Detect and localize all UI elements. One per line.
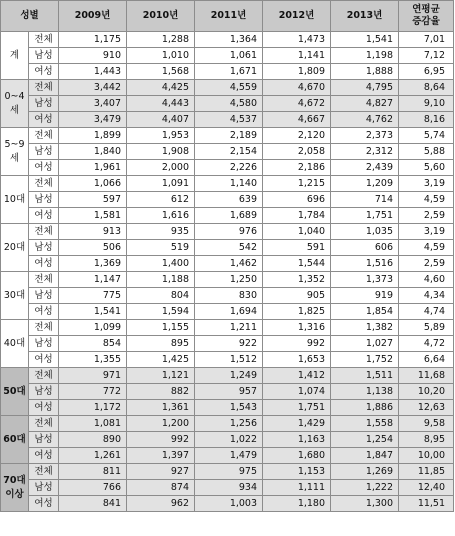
table-row: [1, 448, 454, 464]
growth-rate-cell: 4,59: [399, 240, 454, 256]
group-label: [1, 320, 29, 368]
group-label: [1, 416, 29, 464]
row-category: 남성: [29, 96, 59, 112]
value-cell: 1,138: [331, 384, 399, 400]
header-year-2010: 2010년: [127, 1, 195, 32]
value-cell: 1,680: [263, 448, 331, 464]
value-cell: 1,847: [331, 448, 399, 464]
growth-rate-cell: 10,20: [399, 384, 454, 400]
value-cell: 1,250: [195, 272, 263, 288]
value-cell: 766: [59, 480, 127, 496]
value-cell: 1,200: [127, 416, 195, 432]
growth-rate-cell: 5,89: [399, 320, 454, 336]
value-cell: 1,462: [195, 256, 263, 272]
value-cell: 2,226: [195, 160, 263, 176]
table-row: [1, 496, 454, 512]
group-label-text: 0~4: [4, 90, 25, 102]
row-category: 여성: [29, 64, 59, 80]
value-cell: 4,580: [195, 96, 263, 112]
value-cell: 4,407: [127, 112, 195, 128]
growth-rate-cell: 6,95: [399, 64, 454, 80]
value-cell: 882: [127, 384, 195, 400]
value-cell: 714: [331, 192, 399, 208]
table-row: [1, 128, 454, 144]
value-cell: 1,840: [59, 144, 127, 160]
growth-rate-cell: 10,00: [399, 448, 454, 464]
group-label-suffix: 세: [9, 104, 20, 116]
value-cell: 2,186: [263, 160, 331, 176]
header-year-2013: 2013년: [331, 1, 399, 32]
value-cell: 1,091: [127, 176, 195, 192]
value-cell: 639: [195, 192, 263, 208]
row-category: 여성: [29, 208, 59, 224]
table-row: [1, 384, 454, 400]
value-cell: 4,762: [331, 112, 399, 128]
value-cell: 913: [59, 224, 127, 240]
value-cell: 4,425: [127, 80, 195, 96]
value-cell: 612: [127, 192, 195, 208]
value-cell: 1,364: [195, 32, 263, 48]
table-row: [1, 32, 454, 48]
value-cell: 1,752: [331, 352, 399, 368]
value-cell: 1,581: [59, 208, 127, 224]
value-cell: 1,269: [331, 464, 399, 480]
value-cell: 1,153: [263, 464, 331, 480]
value-cell: 1,373: [331, 272, 399, 288]
value-cell: 4,537: [195, 112, 263, 128]
growth-rate-cell: 7,01: [399, 32, 454, 48]
group-label-text: 5~9: [4, 138, 25, 150]
group-label-text: 20대: [3, 241, 26, 253]
growth-rate-cell: 3,19: [399, 176, 454, 192]
value-cell: 1,288: [127, 32, 195, 48]
value-cell: 1,953: [127, 128, 195, 144]
table-row: [1, 192, 454, 208]
growth-rate-cell: 9,10: [399, 96, 454, 112]
value-cell: 811: [59, 464, 127, 480]
value-cell: 1,010: [127, 48, 195, 64]
table-header: [1, 1, 454, 32]
table-row: [1, 416, 454, 432]
growth-rate-cell: 2,59: [399, 256, 454, 272]
value-cell: 2,000: [127, 160, 195, 176]
group-label-text: 40대: [3, 337, 26, 349]
growth-rate-cell: 5,60: [399, 160, 454, 176]
row-category: 여성: [29, 496, 59, 512]
value-cell: 927: [127, 464, 195, 480]
group-label: [1, 224, 29, 272]
table-row: [1, 432, 454, 448]
row-category: 남성: [29, 192, 59, 208]
value-cell: 1,147: [59, 272, 127, 288]
group-label: [1, 32, 29, 80]
value-cell: 905: [263, 288, 331, 304]
value-cell: 1,888: [331, 64, 399, 80]
value-cell: 3,479: [59, 112, 127, 128]
value-cell: 1,361: [127, 400, 195, 416]
row-category: 여성: [29, 352, 59, 368]
value-cell: 1,541: [331, 32, 399, 48]
value-cell: 895: [127, 336, 195, 352]
table-body: [1, 32, 454, 512]
value-cell: 1,066: [59, 176, 127, 192]
value-cell: 2,373: [331, 128, 399, 144]
row-category: 남성: [29, 288, 59, 304]
row-category: 전체: [29, 224, 59, 240]
value-cell: 1,074: [263, 384, 331, 400]
value-cell: 1,809: [263, 64, 331, 80]
row-category: 전체: [29, 176, 59, 192]
row-category: 남성: [29, 48, 59, 64]
value-cell: 1,689: [195, 208, 263, 224]
growth-rate-cell: 4,34: [399, 288, 454, 304]
value-cell: 1,254: [331, 432, 399, 448]
row-category: 남성: [29, 240, 59, 256]
table-row: [1, 48, 454, 64]
value-cell: 1,256: [195, 416, 263, 432]
value-cell: 1,899: [59, 128, 127, 144]
value-cell: 597: [59, 192, 127, 208]
value-cell: 935: [127, 224, 195, 240]
value-cell: 4,672: [263, 96, 331, 112]
row-category: 전체: [29, 416, 59, 432]
value-cell: 1,352: [263, 272, 331, 288]
value-cell: 1,671: [195, 64, 263, 80]
table-row: [1, 352, 454, 368]
value-cell: 1,022: [195, 432, 263, 448]
row-category: 여성: [29, 304, 59, 320]
value-cell: 1,854: [331, 304, 399, 320]
row-category: 전체: [29, 128, 59, 144]
value-cell: 922: [195, 336, 263, 352]
value-cell: 519: [127, 240, 195, 256]
value-cell: 1,198: [331, 48, 399, 64]
value-cell: 1,479: [195, 448, 263, 464]
table-row: [1, 240, 454, 256]
growth-rate-cell: 8,64: [399, 80, 454, 96]
value-cell: 1,172: [59, 400, 127, 416]
growth-rate-cell: 11,85: [399, 464, 454, 480]
value-cell: 1,155: [127, 320, 195, 336]
value-cell: 1,825: [263, 304, 331, 320]
growth-rate-cell: 8,16: [399, 112, 454, 128]
value-cell: 1,558: [331, 416, 399, 432]
row-category: 전체: [29, 32, 59, 48]
value-cell: 1,397: [127, 448, 195, 464]
value-cell: 1,653: [263, 352, 331, 368]
value-cell: 1,040: [263, 224, 331, 240]
value-cell: 1,429: [263, 416, 331, 432]
group-label: [1, 128, 29, 176]
growth-rate-cell: 9,58: [399, 416, 454, 432]
table-row: [1, 224, 454, 240]
value-cell: 1,316: [263, 320, 331, 336]
value-cell: 1,141: [263, 48, 331, 64]
group-label: [1, 80, 29, 128]
value-cell: 1,908: [127, 144, 195, 160]
group-label-text: 60대: [3, 433, 26, 445]
header-year-2012: 2012년: [263, 1, 331, 32]
group-label-text: 계: [9, 49, 20, 61]
table-row: [1, 336, 454, 352]
growth-rate-cell: 5,88: [399, 144, 454, 160]
group-label: [1, 176, 29, 224]
group-label-text: 30대: [3, 289, 26, 301]
row-category: 여성: [29, 448, 59, 464]
row-category: 전체: [29, 464, 59, 480]
table-row: [1, 480, 454, 496]
value-cell: 1,961: [59, 160, 127, 176]
growth-rate-cell: 4,74: [399, 304, 454, 320]
row-category: 전체: [29, 80, 59, 96]
value-cell: 1,694: [195, 304, 263, 320]
value-cell: 1,616: [127, 208, 195, 224]
group-label: [1, 272, 29, 320]
table-row: [1, 208, 454, 224]
value-cell: 890: [59, 432, 127, 448]
row-category: 남성: [29, 144, 59, 160]
value-cell: 976: [195, 224, 263, 240]
table-row: [1, 256, 454, 272]
value-cell: 910: [59, 48, 127, 64]
table-row: [1, 112, 454, 128]
value-cell: 992: [263, 336, 331, 352]
value-cell: 1,541: [59, 304, 127, 320]
value-cell: 696: [263, 192, 331, 208]
value-cell: 3,407: [59, 96, 127, 112]
value-cell: 841: [59, 496, 127, 512]
row-category: 남성: [29, 432, 59, 448]
growth-rate-cell: 12,63: [399, 400, 454, 416]
value-cell: 2,312: [331, 144, 399, 160]
value-cell: 4,670: [263, 80, 331, 96]
value-cell: 591: [263, 240, 331, 256]
table-row: [1, 320, 454, 336]
table-row: [1, 144, 454, 160]
header-year-2011: 2011년: [195, 1, 263, 32]
value-cell: 2,439: [331, 160, 399, 176]
value-cell: 1,543: [195, 400, 263, 416]
value-cell: 1,261: [59, 448, 127, 464]
growth-rate-cell: 6,64: [399, 352, 454, 368]
growth-rate-cell: 4,59: [399, 192, 454, 208]
value-cell: 854: [59, 336, 127, 352]
table-row: [1, 80, 454, 96]
value-cell: 1,003: [195, 496, 263, 512]
value-cell: 874: [127, 480, 195, 496]
table-row: [1, 160, 454, 176]
header-growth-rate: [399, 1, 454, 32]
row-category: 남성: [29, 384, 59, 400]
value-cell: 1,382: [331, 320, 399, 336]
value-cell: 1,209: [331, 176, 399, 192]
group-label-text: 70대: [3, 474, 26, 486]
value-cell: 1,425: [127, 352, 195, 368]
value-cell: 2,058: [263, 144, 331, 160]
value-cell: 1,222: [331, 480, 399, 496]
value-cell: 775: [59, 288, 127, 304]
value-cell: 1,886: [331, 400, 399, 416]
value-cell: 1,784: [263, 208, 331, 224]
value-cell: 4,827: [331, 96, 399, 112]
value-cell: 962: [127, 496, 195, 512]
value-cell: 1,027: [331, 336, 399, 352]
value-cell: 1,099: [59, 320, 127, 336]
value-cell: 1,121: [127, 368, 195, 384]
header-growth-rate-line2: 증감율: [412, 16, 440, 27]
growth-rate-cell: 4,72: [399, 336, 454, 352]
value-cell: 919: [331, 288, 399, 304]
value-cell: 1,211: [195, 320, 263, 336]
growth-rate-cell: 11,68: [399, 368, 454, 384]
value-cell: 1,180: [263, 496, 331, 512]
value-cell: 1,412: [263, 368, 331, 384]
group-label: [1, 368, 29, 416]
value-cell: 1,516: [331, 256, 399, 272]
group-label: [1, 464, 29, 512]
value-cell: 1,751: [263, 400, 331, 416]
value-cell: 4,667: [263, 112, 331, 128]
value-cell: 1,511: [331, 368, 399, 384]
value-cell: 1,175: [59, 32, 127, 48]
value-cell: 957: [195, 384, 263, 400]
value-cell: 1,081: [59, 416, 127, 432]
row-category: 여성: [29, 160, 59, 176]
row-category: 여성: [29, 256, 59, 272]
value-cell: 772: [59, 384, 127, 400]
growth-rate-cell: 3,19: [399, 224, 454, 240]
value-cell: 1,061: [195, 48, 263, 64]
value-cell: 1,512: [195, 352, 263, 368]
value-cell: 934: [195, 480, 263, 496]
value-cell: 804: [127, 288, 195, 304]
value-cell: 1,443: [59, 64, 127, 80]
value-cell: 830: [195, 288, 263, 304]
value-cell: 506: [59, 240, 127, 256]
growth-rate-cell: 12,40: [399, 480, 454, 496]
value-cell: 1,355: [59, 352, 127, 368]
growth-rate-cell: 8,95: [399, 432, 454, 448]
value-cell: 1,035: [331, 224, 399, 240]
value-cell: 1,249: [195, 368, 263, 384]
value-cell: 992: [127, 432, 195, 448]
value-cell: 1,300: [331, 496, 399, 512]
value-cell: 1,111: [263, 480, 331, 496]
row-category: 여성: [29, 112, 59, 128]
value-cell: 971: [59, 368, 127, 384]
value-cell: 4,559: [195, 80, 263, 96]
value-cell: 975: [195, 464, 263, 480]
row-category: 전체: [29, 368, 59, 384]
table-row: [1, 176, 454, 192]
value-cell: 542: [195, 240, 263, 256]
growth-rate-cell: 11,51: [399, 496, 454, 512]
value-cell: 1,140: [195, 176, 263, 192]
growth-rate-cell: 7,12: [399, 48, 454, 64]
value-cell: 1,568: [127, 64, 195, 80]
value-cell: 1,594: [127, 304, 195, 320]
value-cell: 1,473: [263, 32, 331, 48]
value-cell: 1,215: [263, 176, 331, 192]
group-label-suffix: 세: [9, 152, 20, 164]
header-growth-rate-line1: 연평균: [412, 4, 440, 15]
value-cell: 606: [331, 240, 399, 256]
value-cell: 2,189: [195, 128, 263, 144]
table-row: [1, 288, 454, 304]
value-cell: 1,369: [59, 256, 127, 272]
value-cell: 2,154: [195, 144, 263, 160]
table-row: [1, 272, 454, 288]
growth-rate-cell: 2,59: [399, 208, 454, 224]
value-cell: 1,163: [263, 432, 331, 448]
table-row: [1, 64, 454, 80]
group-label-text: 10대: [3, 193, 26, 205]
growth-rate-cell: 4,60: [399, 272, 454, 288]
value-cell: 1,400: [127, 256, 195, 272]
row-category: 여성: [29, 400, 59, 416]
table-row: [1, 304, 454, 320]
value-cell: 1,188: [127, 272, 195, 288]
value-cell: 4,795: [331, 80, 399, 96]
row-category: 전체: [29, 272, 59, 288]
row-category: 남성: [29, 336, 59, 352]
value-cell: 1,751: [331, 208, 399, 224]
value-cell: 3,442: [59, 80, 127, 96]
table-row: [1, 400, 454, 416]
row-category: 남성: [29, 480, 59, 496]
header-group-label: 성별: [1, 1, 59, 32]
group-label-suffix: 이상: [5, 488, 24, 500]
group-label-text: 50대: [3, 385, 26, 397]
header-year-2009: 2009년: [59, 1, 127, 32]
table-row: [1, 368, 454, 384]
table-row: [1, 96, 454, 112]
value-cell: 2,120: [263, 128, 331, 144]
growth-rate-cell: 5,74: [399, 128, 454, 144]
value-cell: 1,544: [263, 256, 331, 272]
value-cell: 4,443: [127, 96, 195, 112]
row-category: 전체: [29, 320, 59, 336]
table-row: [1, 464, 454, 480]
